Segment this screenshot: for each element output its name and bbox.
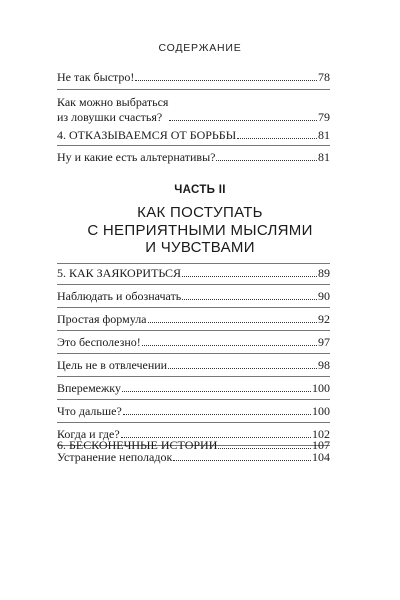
toc-page-number: 81 [318,150,330,164]
toc-page-number: 98 [318,358,330,372]
divider [57,353,330,354]
part-title-line: С НЕПРИЯТНЫМИ МЫСЛЯМИ [87,221,313,239]
leader-dots [182,276,317,277]
toc-entry [57,404,330,419]
leader-dots [169,120,317,121]
toc-entry [57,358,330,373]
chapter-page-number: 89 [318,266,330,280]
divider [57,422,330,423]
toc-page-number: 100 [312,404,330,418]
leader-dots [148,322,317,323]
divider [57,263,330,264]
toc-entry [57,289,330,304]
toc-entry [57,70,330,85]
toc-entry-title: Не так быстро! [57,70,135,84]
toc-entry-title: Вперемежку [57,381,121,395]
toc-entry [57,381,330,396]
toc-page-number: 97 [318,335,330,349]
toc-entry-title-line: Как можно выбраться [57,95,169,109]
leader-dots [218,448,311,449]
toc-page-number: 78 [318,70,330,84]
toc-entry-title: Устранение неполадок [57,450,173,464]
chapter-title: 6. БЕСКОНЕЧНЫЕ ИСТОРИИ [57,438,218,452]
divider [57,89,330,90]
toc-page-number: 90 [318,289,330,303]
divider [57,330,330,331]
leader-dots [122,391,311,392]
toc-entry-title: Когда и где? [57,427,120,441]
leader-dots [123,414,311,415]
toc-entry [57,335,330,350]
toc-entry-title: Это бесполезно! [57,335,141,349]
divider [57,145,330,146]
toc-entry [57,150,330,165]
toc-page-number: 102 [312,427,330,441]
chapter-page-number: 81 [318,128,330,142]
chapter-page-number: 107 [312,438,330,452]
part-label: ЧАСТЬ II [174,184,226,196]
part-title [0,204,400,257]
chapter-entry [57,128,330,143]
chapter-entry [57,266,330,281]
chapter-title: 4. ОТКАЗЫВАЕМСЯ ОТ БОРЬБЫ [57,128,237,142]
divider [57,399,330,400]
toc-entry [57,312,330,327]
toc-entry-title: Ну и какие есть альтернативы? [57,150,216,164]
toc-entry-title: Цель не в отвлечении [57,358,168,372]
leader-dots [142,345,317,346]
toc-entry-title: Что дальше? [57,404,122,418]
toc-page-number: 92 [318,312,330,326]
chapter-entry [57,438,330,453]
toc-entry-title [57,95,168,125]
toc-entry [57,95,330,125]
chapter-title: 5. КАК ЗАЯКОРИТЬСЯ [57,266,181,280]
divider [57,284,330,285]
page-header: СОДЕРЖАНИЕ [158,42,242,54]
toc-page-number: 100 [312,381,330,395]
part-title-line: КАК ПОСТУПАТЬ [137,204,263,221]
toc-entry-title-line: из ловушки счастья? [57,110,163,124]
toc-entry-title: Простая формула [57,312,147,326]
leader-dots [168,368,317,369]
divider [57,376,330,377]
part-title-line: И ЧУВСТВАМИ [145,239,255,256]
leader-dots [182,299,317,300]
leader-dots [216,160,317,161]
divider [57,307,330,308]
toc-entry-title: Наблюдать и обозначать [57,289,182,303]
leader-dots [173,460,311,461]
toc-page-number: 104 [312,450,330,464]
toc-page-number: 79 [318,110,330,124]
leader-dots [237,138,317,139]
leader-dots [135,80,317,81]
